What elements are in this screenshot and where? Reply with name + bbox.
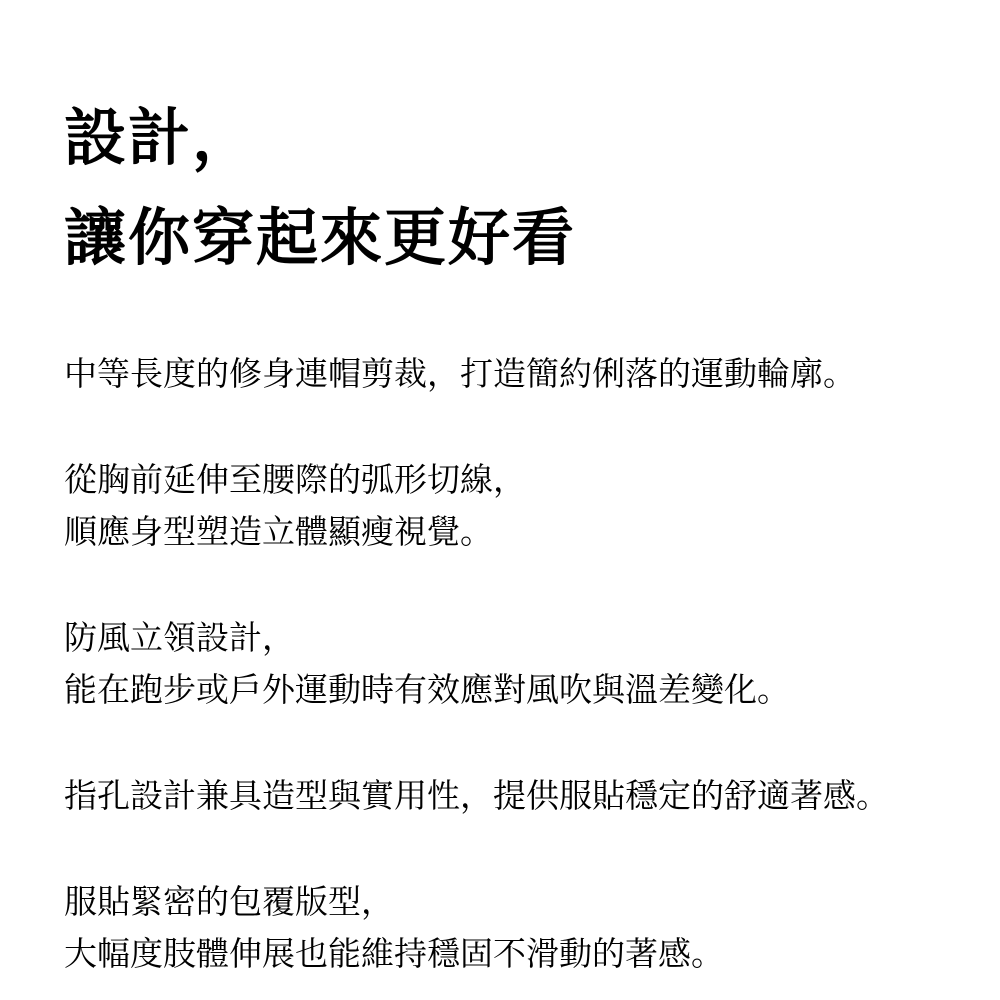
paragraph-line: 防風立領設計， [64,618,295,657]
headline-line-1: 設計， [64,101,257,174]
paragraph-line: 順應身型塑造立體顯瘦視覺。 [64,512,493,551]
paragraph-line: 服貼緊密的包覆版型， [64,882,394,921]
headline-line-2: 讓你穿起來更好看 [64,201,577,274]
paragraph-line: 大幅度肢體伸展也能維持穩固不滑動的著感。 [64,934,724,973]
paragraph-fit [64,876,994,980]
paragraph-line: 從胸前延伸至腰際的弧形切線， [64,460,526,499]
paragraph-line: 能在跑步或戶外運動時有效應對風吹與溫差變化。 [64,670,790,709]
paragraph-curved-seam [64,454,994,558]
product-description [64,88,994,980]
paragraph-silhouette [64,348,994,400]
paragraph-windproof-collar [64,612,994,716]
paragraph-line: 中等長度的修身連帽剪裁，打造簡約俐落的運動輪廓。 [64,354,856,393]
paragraph-thumbholes [64,770,994,822]
headline [64,88,994,288]
paragraph-line: 指孔設計兼具造型與實用性，提供服貼穩定的舒適著感。 [64,776,889,815]
description-body [64,348,994,980]
